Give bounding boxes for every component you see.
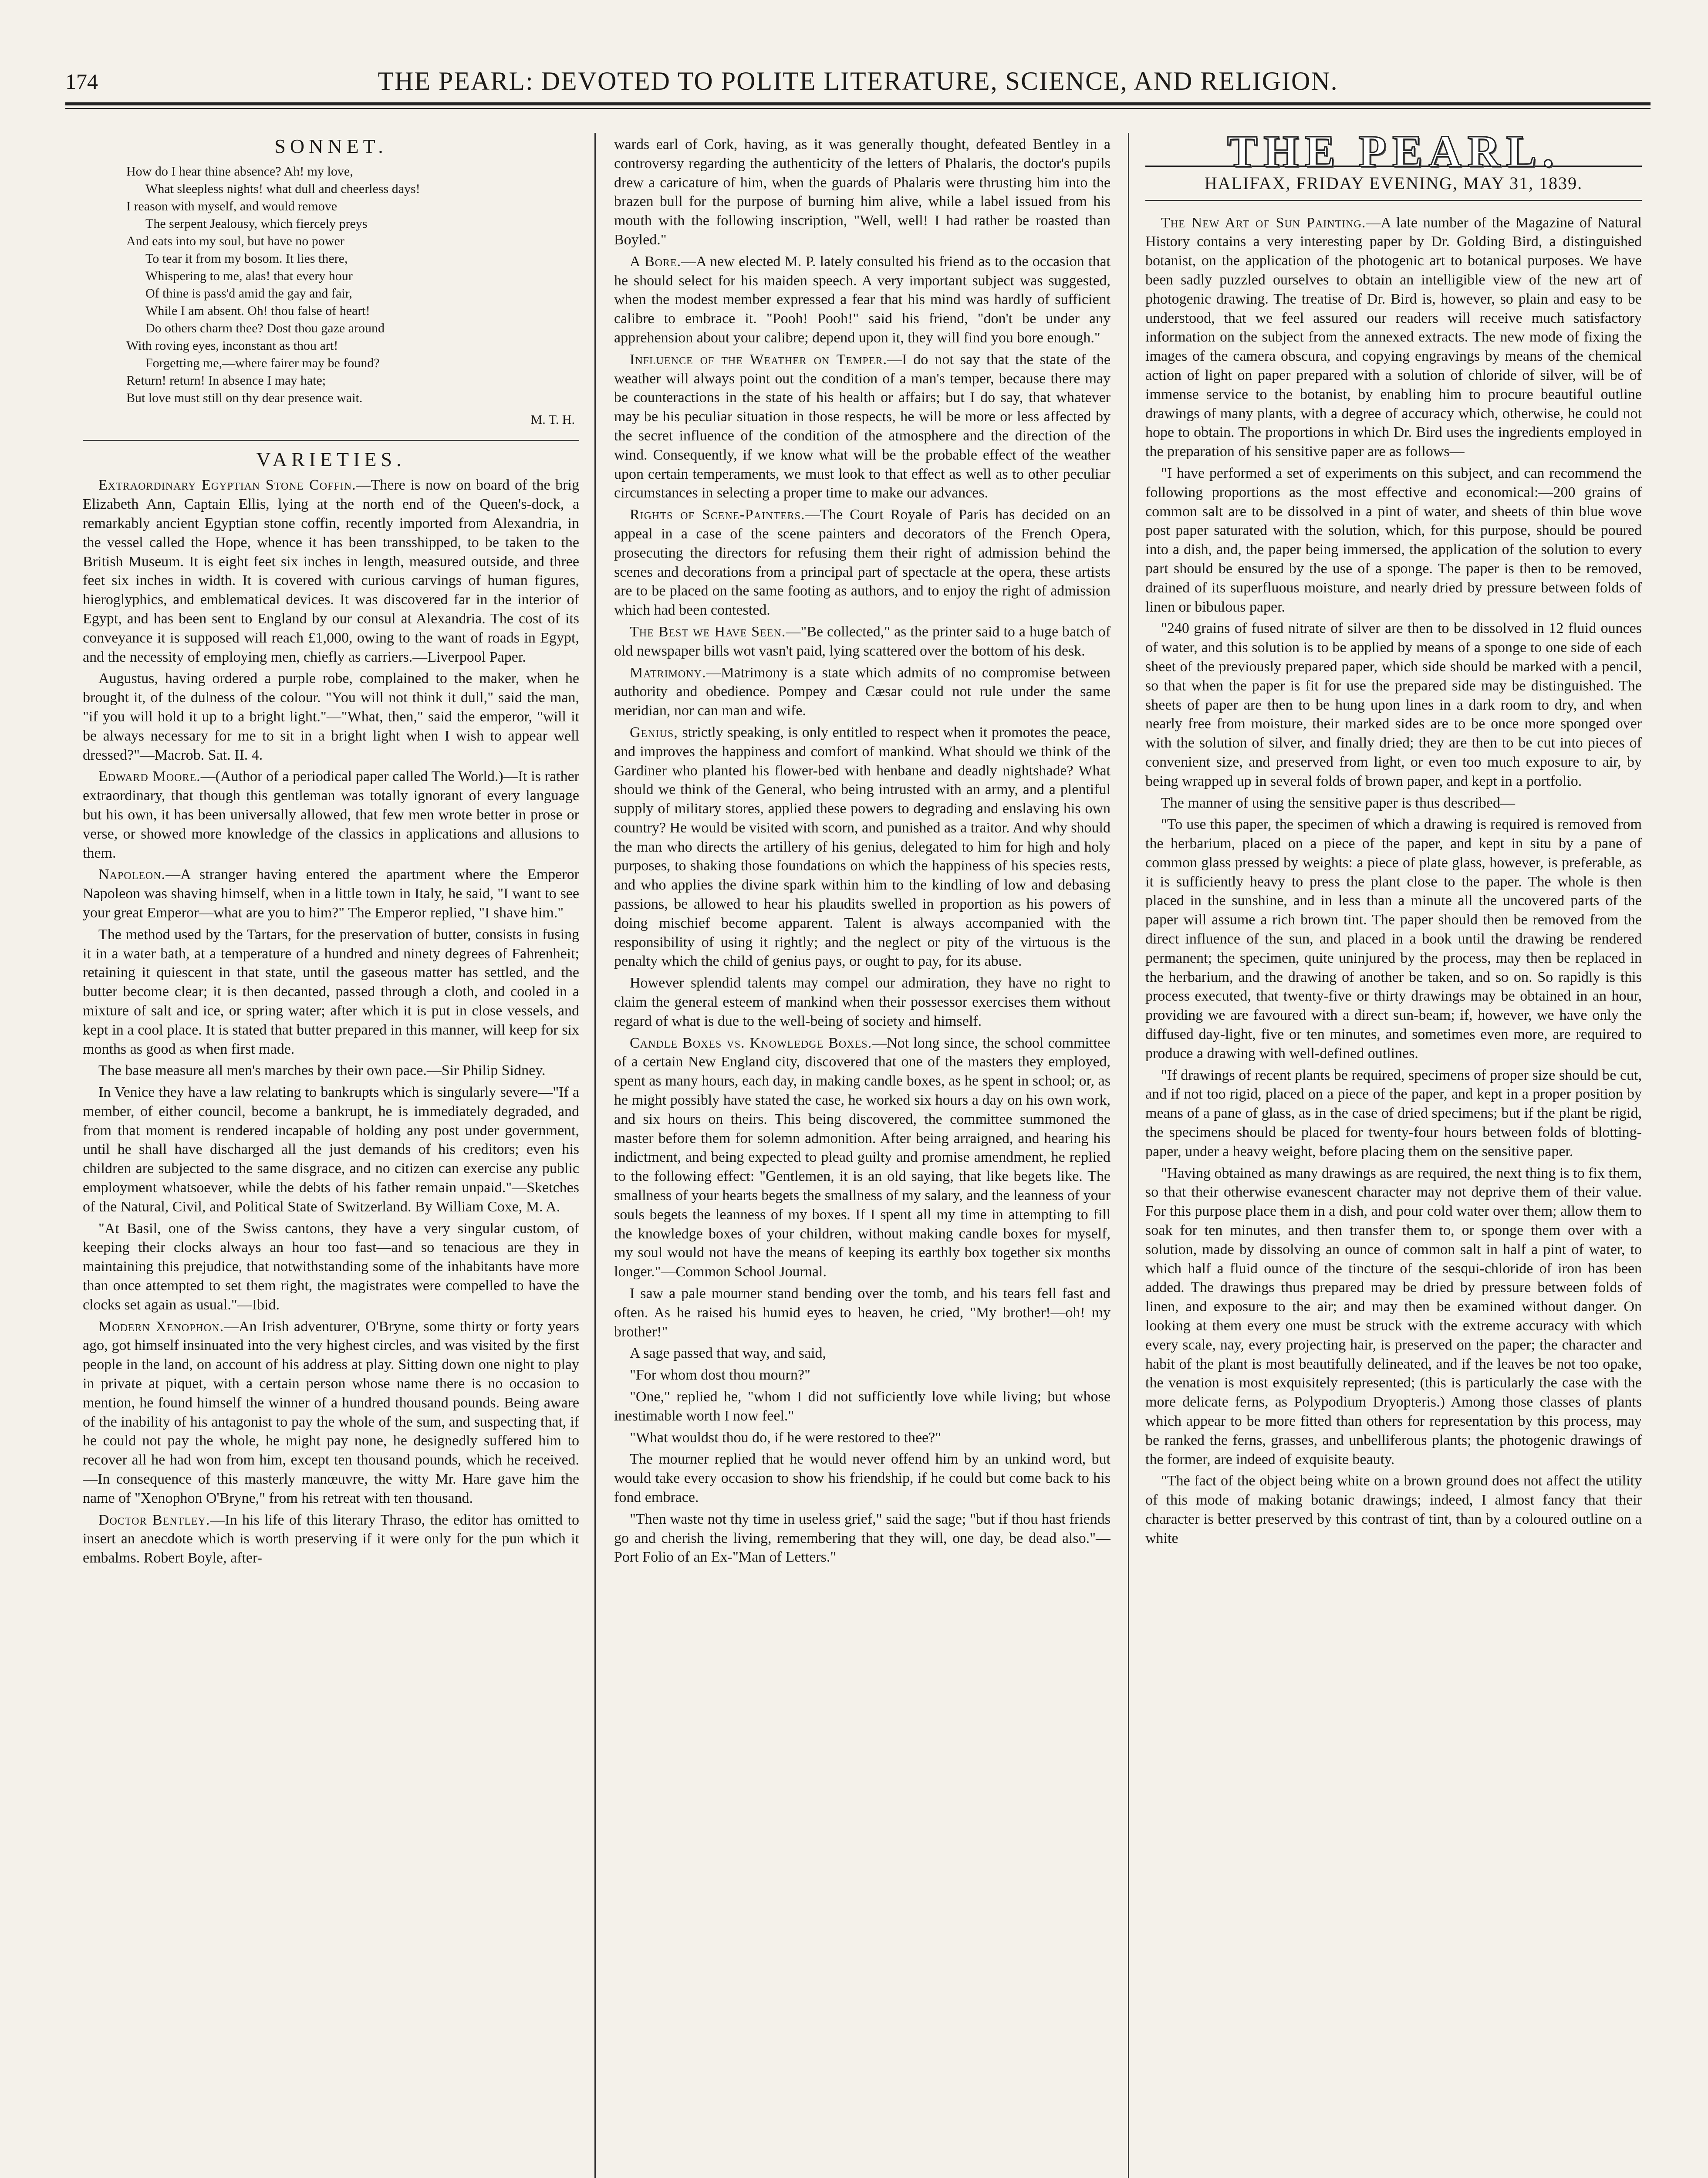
poem-line: Of thine is pass'd amid the gay and fair, [145,286,352,301]
article-best-we-have-seen [614,622,1111,661]
article-body: strictly speaking, is only entitled to respect when it promotes the peace, and improves the happiness and comfort of mankind. What should we think of the Gardiner who planted his flower-bed with henbane and deadly nightshade? What should we think of the General, who being intrusted with an army, and a plentiful supply of military stores, applied these powers to degrading and enslaving his own country? He would be visited with scorn, and punished as a traitor. And why should the man who directs the artillery of his genius, delegated to him for high and holy purposes, to shaking those foundations on which the happiness of his species rests, and who applies the divine spark within him to the kindling of low and debasing passions, be allowed to hear his plaudits swelled in proportion as his powers of doing mischief become apparent. Talent is always accompanied with the responsibility of using it rightly; and the neglect or pity of the virtuous is the penalty which the child of genius pays, or ought to pay, for its abuse. [614,724,1111,970]
article-paragraph: "The fact of the object being white on a brown ground does not affect the utility of this mode of making botanic drawings; indeed, I almost fancy that their character is better preserved by this contrast of tint, than by a coloured outline on a white [1145,1473,1642,1546]
article-basil-clocks: "At Basil, one of the Swiss cantons, they have a very singular custom, of keeping their clocks always an hour too fast—and so tenacious are they in maintaining this prejudice, that notwithstanding some of the inhabitants have more than once attempted to set them right, the magistrates were compelled to have the clocks set again as usual."—Ibid. [83,1220,579,1313]
article-body: —Not long since, the school committee of a certain New England city, discovered that one of the masters they employed, spent as many hours, each day, in making candle boxes, as he spent in school; or, as he might possibly have stated the case, he worked six hours a day on his own work, and six hours on theirs. This being discovered, the committee summoned the master before them for solemn admonition. After being arraigned, and hearing his indictment, and being expected to plead guilty and promise amendment, he replied to the following effect: "Gentlemen, it is an old saying, that like begets like. The smallness of your hearts begets the smallness of my salary, and the leanness of your souls begets the leanness of my boxes. If I spent all my time in attempting to fill the knowledge boxes of your children, without making candle boxes for myself, my soul would not have the means of keeping its earthly box together six months longer."—Common School Journal. [614,1035,1111,1280]
article-paragraph: "Having obtained as many drawings as are required, the next thing is to fix them, so that their otherwise evanescent character may not deprive them of their value. For this purpose place them in a dish, and pour cold water over them; allow them to soak for ten minutes, and then transfer them to, or sponge them over with a solution, made by dissolving an ounce of common salt in half a pint of water, to which half a fluid ounce of the tincture of the sesqui-chloride of iron has been added. The drawings thus prepared may be dried by pressure between folds of linen, and exposure to the air; and may then be examined without danger. On looking at them every one must be struck with the extreme accuracy with which every scale, nay, every projecting hair, is preserved on the paper; the character and habit of the plant is most beautifully delineated, and if the leaves be not too opake, the venation is most exquisitely represented; (this is particularly the case with the more delicate ferns, as Polypodium Dryopteris.) Among those classes of plants which appear to be more fitted than others for representation by this process, may be ranked the ferns, grasses, and unbelliferous plants; the photogenic drawings of the former, are indeed of exquisite beauty. [1145,1165,1642,1468]
article-a-bore [614,252,1111,348]
article-body: —Matrimony is a state which admits of no compromise between authority and obedience. Pompey and Cæsar could not rule under the same meridian, nor can man and wife. [614,664,1111,719]
poem-line: While I am absent. Oh! thou false of heart! [145,303,370,318]
article-title: Candle Boxes vs. Knowledge Boxes. [630,1035,872,1051]
column-divider [594,133,596,2178]
article-paragraph: "If drawings of recent plants be required, specimens of proper size should be cut, and if not too rigid, placed on a piece of the paper, and kept in a proper position by means of a pane of glass, as in the case of dried specimens; but if the plant be rigid, the specimens should be placed for twenty-four hours between folds of blotting-paper, under a heavy weight, before placing them on the sensitive paper. [1145,1067,1642,1160]
article-edward-moore [83,767,579,862]
poem-line: Do others charm thee? Dost thou gaze around [145,321,385,335]
article-matrimony [614,663,1111,720]
article-tartar-butter: The method used by the Tartars, for the preservation of butter, consists in fusing it in a water bath, at a temperature of a hundred and ninety degrees of Fahrenheit; retaining it quiescent in that state, until the gaseous matter has settled, and the butter become clear; it is then decanted, passed through a cloth, and cooled in a mixture of salt and ice, or spring water; after which it is put in close vessels, and kept in a cool place. It is stated that butter prepared in this manner, will keep for six months as good as when first made. [83,926,579,1057]
article-bentley-continued: wards earl of Cork, having, as it was generally thought, defeated Bentley in a controversy regarding the authenticity of the letters of Phalaris, the doctor's pupils drew a caricature of him, when the guards of Phalaris were thrusting him into the brazen bull for the purpose of burning him alive, while a label issued from his mouth with the following inscription, "Well, well! I had rather be roasted than Boyled." [614,136,1111,248]
article-title: Rights of Scene-Painters. [630,507,805,523]
article-title: Napoleon. [98,866,166,883]
section-rule [83,440,579,441]
poem-line: Return! return! In absence I may hate; [126,373,326,388]
article-sun-painting [1145,213,1642,461]
article-body: —A late number of the Magazine of Natural History contains a very interesting paper by Dr. Golding Bird, a distinguished botanist, on the application of the photogenic art to botanical purposes. We have been sadly puzzled ourselves to obtain an intelligible view of the new art of photogenic drawing. The treatise of Dr. Bird is, however, so plain and easy to be understood, that we feel assured our readers will receive much satisfactory information on the subject from the annexed extracts. The new mode of fixing the images of the camera obscura, and copying engravings by means of the chemical action of light on paper prepared with a solution of chloride of silver, will be of immense service to the botanist, by enabling him to procure beautiful outline drawings of many plants, with a degree of accuracy which, otherwise, he could not hope to obtain. The proportions in which Dr. Bird uses the ingredients employed in the preparation of his sensitive paper are as follows— [1145,214,1642,460]
header-rule [65,102,1651,105]
poem-line: To tear it from my bosom. It lies there, [145,251,348,266]
varieties-heading: VARIETIES. [256,448,406,470]
article-napoleon [83,865,579,922]
newspaper-page [65,57,1651,2178]
article-mourner-line: A sage passed that way, and said, [630,1345,827,1362]
page-header [65,57,1651,105]
poem-line: What sleepless nights! what dull and cheerless days! [145,181,420,196]
sonnet-signature: M. T. H. [530,412,575,427]
poem-line: Whispering to me, alas! that every hour [145,268,353,283]
article-body: —A new elected M. P. lately consulted his friend as to the occasion that he should select for his maiden speech. A very important subject was suggested, when the modest member expressed a fear that his mind was hardly of sufficient calibre to embrace it. "Pooh! Pooh!" said his friend, "don't be under any apprehension about your calibre; depend upon it, they will find you bore enough." [614,253,1111,346]
article-title: Edward Moore. [98,768,201,785]
page-number: 174 [65,69,98,94]
poem-line: I reason with myself, and would remove [126,199,338,213]
article-title: Influence of the Weather on Temper. [630,351,887,368]
poem-line: With roving eyes, inconstant as thou art! [126,338,338,353]
article-splendid-talents: However splendid talents may compel our admiration, they have no right to claim the general esteem of mankind when their possessor exercises them without regard of what is due to the well-being of society and himself. [614,975,1111,1029]
poem-line: Forgetting me,—where fairer may be found? [145,355,380,370]
article-body: —The Court Royale of Paris has decided on an appeal in a case of the scene painters and decorators of the French Opera, prosecuting the directors for refusing them their right of admission behind the scenes and decorations from a principal part of spectacle at the opera, these artists are to be placed on the same footing as authors, and to enjoy the right of admission which had been contested. [614,507,1111,619]
article-genius [614,723,1111,971]
column-2 [614,135,1111,2178]
article-body: —(Author of a periodical paper called The World.)—It is rather extraordinary, that though this gentleman was totally ignorant of every language but his own, it has been universally allowed, that few men wrote better in prose or verse, or showed more knowledge of the classics in applications and allusions to them. [83,768,579,861]
article-body: —I do not say that the state of the weather will always point out the condition of a man's temper, because there may be counteractions in the state of his health or affairs; but I do say, that whatever may be his peculiar situation in those respects, he will be more or less affected by the secret influence of the condition of the atmosphere and the direction of the wind. Consequently, if we know what will be the probable effect of the weather upon certain temperaments, we must look to that effect as well as to other peculiar circumstances in selecting a proper time to make our advances. [614,351,1111,501]
poem-line: The serpent Jealousy, which fiercely preys [145,216,368,231]
article-paragraph: "To use this paper, the specimen of which a drawing is required is removed from the herbarium, placed on a piece of the paper, and kept in situ by a pane of common glass pressed by weights: a piece of plate glass, however, is preferable, as it is sufficiently heavy to press the plant close to the paper. The whole is then placed in the sunshine, and in less than a minute all the uncovered parts of the paper will assume a rich brown tint. The paper should then be removed from the direct influence of the sun, and placed in a book until the drawing be rendered permanent; the specimen, quite uninjured by the process, may then be replaced in the herbarium, and the drawing of another be taken, and so on. So rapidly is this process executed, that twenty-five or thirty drawings may be obtained in an hour, providing we are favoured with a direct sun-beam; if, however, we have only the diffused day-light, five or ten minutes, and sometimes even more, are required to produce a drawing with well-defined outlines. [1145,816,1642,1062]
article-modern-xenophon [83,1317,579,1508]
article-title: Genius, [630,724,678,741]
column-divider [1128,133,1129,2178]
article-title: A Bore. [630,253,682,270]
article-mourner-line: The mourner replied that he would never offend him by an unkind word, but would take every occasion to show his friendship, if he could but come back to his fond embrace. [614,1451,1111,1505]
article-title: The Best we Have Seen. [630,623,786,640]
article-pale-mourner: I saw a pale mourner stand bending over the tomb, and his tears fell fast and often. As he raised his humid eyes to heaven, he cried, "My brother!—oh! my brother!" [614,1285,1111,1340]
article-body: —An Irish adventurer, O'Bryne, some thirty or forty years ago, got himself insinuated into the very highest circles, and was visited by the first people in the land, on account of his address at play. Sitting down one night to play in private at piquet, with a certain person whose name there is no occasion to mention, he found himself the winner of a hundred thousand pounds. Being aware of the inability of his antagonist to pay the whole of the sum, and suspecting that, if he could not pay the whole, he might pay none, he designedly suffered him to recover all he had won from him, except ten thousand pounds, which he received.—In consequence of this masterly manœuvre, the witty Mr. Hare gave him the name of "Xenophon O'Bryne," from his retreat with ten thousand. [83,1318,579,1506]
article-mourner-line: "What wouldst thou do, if he were restored to thee?" [630,1429,942,1446]
sonnet-poem [126,163,579,407]
column-3 [1145,135,1642,2178]
poem-line: How do I hear thine absence? Ah! my love, [126,164,353,179]
article-doctor-bentley [83,1511,579,1568]
dateline: HALIFAX, FRIDAY EVENING, MAY 31, 1839. [1145,166,1642,201]
article-title: Modern Xenophon. [98,1318,224,1335]
article-paragraph: "I have performed a set of experiments on this subject, and can recommend the following proportions as the most effective and economical:—200 grains of common salt are to be dissolved in a pint of water, and sheets of thin blue wove post paper saturated with the solution, which, for this purpose, should be poured into a dish, and, the paper being immersed, the application of the solution to every part should be ensured by the use of a sponge. The paper is then to be removed, drained of its superfluous moisture, and nearly dried by pressure between folds of linen or bibulous paper. [1145,465,1642,615]
article-venice-bankrupts: In Venice they have a law relating to bankrupts which is singularly severe—"If a member, of either council, become a bankrupt, he is immediately degraded, and from that moment is rendered incapable of holding any post under government, until he shall have discharged all the just demands of his creditors; even his children are subjected to the same disgrace, and no citizen can exercise any public employment whatsoever, while the debts of his father remain unpaid."—Sketches of the Natural, Civil, and Political State of Switzerland. By William Coxe, M. A. [83,1084,579,1215]
article-weather-temper [614,350,1111,503]
article-paragraph: The manner of using the sensitive paper is thus described— [1161,795,1515,811]
article-mourner-line: "For whom dost thou mourn?" [630,1367,810,1383]
masthead-title: THE PEARL. [1227,135,1560,176]
article-title: Matrimony. [630,664,706,681]
article-title: Doctor Bentley. [98,1512,210,1528]
article-title: The New Art of Sun Painting. [1161,214,1366,231]
poem-line: But love must still on thy dear presence wait. [126,390,363,405]
article-egyptian-coffin [83,476,579,666]
article-body: —"Be collected," as the printer said to a huge batch of old newspaper bills wot vasn't paid, lying scattered over the bottom of his desk. [614,623,1111,659]
column-1 [83,135,579,2178]
article-body: —There is now on board of the brig Elizabeth Ann, Captain Ellis, lying at the north end of the Queen's-dock, a remarkably ancient Egyptian stone coffin, recently imported from Alexandria, in the vessel called the Hope, whence it has been transshipped, to be taken to the British Museum. It is eight feet six inches in length, measured outside, and three feet six inches in width. It is covered with curious carvings of human figures, hieroglyphics, and emblematical devices. It was discovered far in the interior of Egypt, and has been sent to England by our consul at Alexandria. The cost of its conveyance it is supposed will reach £1,000, owing to the want of roads in Egypt, and the necessity of employing men, chiefly as carriers.—Liverpool Paper. [83,477,579,665]
article-mourner-line: "Then waste not thy time in useless grief," said the sage; "but if thou hast friends go and cherish the living, remembering that they will, one day, be dead also."—Port Folio of an Ex-"Man of Letters." [614,1511,1111,1566]
article-augustus: Augustus, having ordered a purple robe, complained to the maker, when he brought it, of the dulness of the colour. "You will not think it dull," said the man, "if you will hold it up to a bright light."—"What, then," said the emperor, "will it be always necessary for me to sit in a bright light when I wish to appear well dressed?"—Macrob. Sat. II. 4. [83,670,579,763]
article-scene-painters [614,505,1111,620]
running-title: THE PEARL: DEVOTED TO POLITE LITERATURE, SCIENCE, AND RELIGION. [378,67,1338,95]
article-body: —In his life of this literary Thraso, the editor has omitted to insert an anecdote which is worth preserving if it were only for the pun which it embalms. Robert Boyle, after- [83,1512,579,1566]
article-candle-boxes [614,1034,1111,1282]
sonnet-heading: SONNET. [274,135,388,157]
article-paragraph: "240 grains of fused nitrate of silver are then to be dissolved in 12 fluid ounces of water, and this solution is to be applied by means of a sponge to one side of each sheet of the previously prepared paper, which side should be marked with a pencil, so that when the paper is fit for use the prepared side may be distinguished. The sheets of paper are then to be hung upon lines in a dark room to dry, and when nearly free from moisture, their marked sides are to be once more sponged over with the solution of silver, and finally dried; they are then to be cut into pieces of convenient size, and preserved from light, or even too much exposure to air, by being wrapped up in several folds of brown paper, and kept in a portfolio. [1145,620,1642,789]
poem-line: And eats into my soul, but have no power [126,233,344,248]
article-title: Extraordinary Egyptian Stone Coffin. [98,477,356,494]
article-mourner-line: "One," replied he, "whom I did not sufficiently love while living; but whose inestimable worth I now feel." [614,1389,1111,1424]
article-sidney-quote: The base measure all men's marches by their own pace.—Sir Philip Sidney. [98,1062,546,1079]
article-body: —A stranger having entered the apartment where the Emperor Napoleon was shaving himself, when in a little town in Italy, he said, "I want to see your great Emperor—what are you to him?" The Emperor replied, "I shave him." [83,866,579,921]
header-rule-thin [65,108,1651,109]
